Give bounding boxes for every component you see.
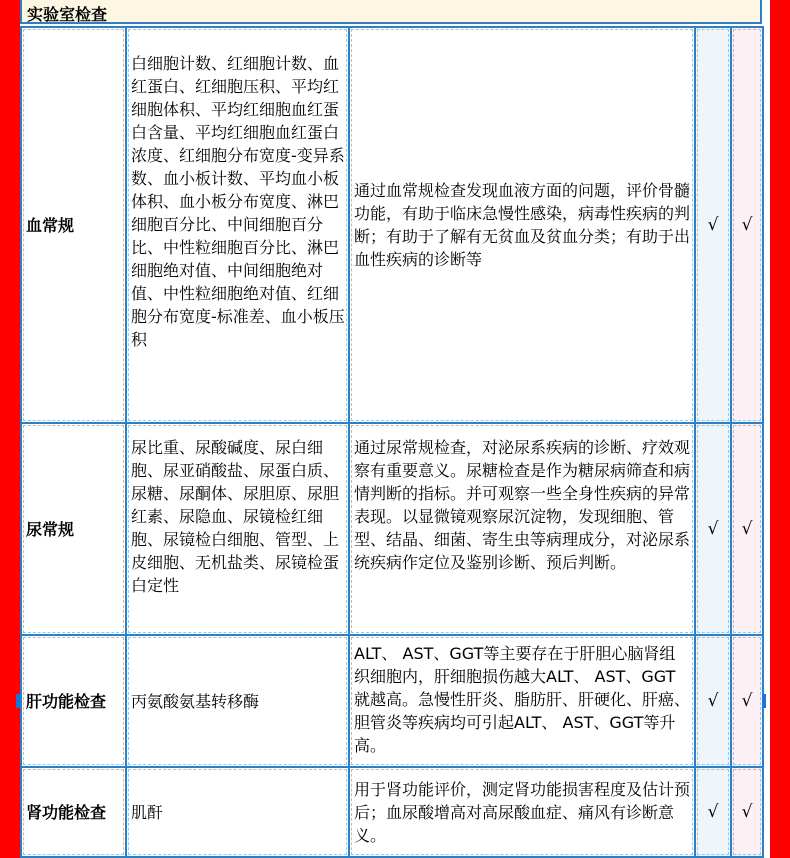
check-mark: √: [741, 518, 753, 539]
check-cell: [730, 634, 764, 768]
row-description-text: 通过血常规检查发现血液方面的问题，评价骨髓功能，有助于临床急慢性感染，病毒性疾病的判断；有助于了解有无贫血及贫血分类；有助于出血性疾病的诊断等: [354, 181, 691, 269]
check-mark: √: [741, 801, 753, 822]
check-cell: [694, 26, 732, 424]
table-row-name: [20, 766, 127, 858]
left-red-border: [0, 0, 20, 858]
check-cell: [730, 26, 764, 424]
check-mark: √: [707, 518, 719, 539]
row-name: 血常规: [26, 215, 75, 235]
row-items-text: 丙氨酸氨基转移酶: [131, 691, 260, 711]
row-name: 肝功能检查: [26, 691, 107, 711]
table-row-name: [20, 634, 127, 768]
exam-table: [20, 0, 766, 858]
check-mark: √: [707, 690, 719, 711]
table-row-name: [20, 422, 127, 636]
row-marker-right: [762, 694, 766, 708]
row-items: [125, 634, 350, 768]
section-title: 实验室检查: [27, 5, 108, 24]
check-cell: [694, 422, 732, 636]
check-mark: √: [707, 214, 719, 235]
check-cell: [730, 422, 764, 636]
check-cell: [694, 766, 732, 858]
row-items-text: 肌酐: [131, 802, 164, 822]
row-items: 白细胞计数、红细胞计数、血红蛋白、红细胞压积、平均红细胞体积、平均红细胞血红蛋白含量、平均红细胞血红蛋白浓度、红细胞分布宽度-变异系数、血小板计数、平均血小板体积、血小板分布宽度、淋巴细胞百分比、中间细胞百分比、中性粒细胞百分比、淋巴细胞绝对值、中间细胞绝对值、中性粒细胞绝对值、红细胞分布宽度-标准差、血小板压积: [125, 26, 350, 424]
section-header: [20, 0, 762, 24]
table-row-name: [20, 26, 127, 424]
right-red-border: [770, 0, 790, 858]
row-description: 用于肾功能评价，测定肾功能损害程度及估计预后；血尿酸增高对高尿酸血症、痛风有诊断意义。: [348, 766, 696, 858]
row-marker-left: [16, 694, 20, 708]
check-mark: √: [741, 214, 753, 235]
row-description: ALT、 AST、GGT等主要存在于肝胆心脑肾组织细胞内，肝细胞损伤越大ALT、 AST、GGT就越高。急慢性肝炎、脂肪肝、肝硬化、肝癌、胆管炎等疾病均可引起ALT、 AST、GGT等升高。: [348, 634, 696, 768]
row-items: [125, 766, 350, 858]
row-description: [348, 26, 696, 424]
check-mark: √: [741, 690, 753, 711]
check-cell: [694, 634, 732, 768]
row-description: 通过尿常规检查，对泌尿系疾病的诊断、疗效观察有重要意义。尿糖检查是作为糖尿病筛查和病情判断的指标。并可观察一些全身性疾病的异常表现。以显微镜观察尿沉淀物，发现细胞、管型、结晶、细菌、寄生虫等病理成分，对泌尿系统疾病作定位及鉴别诊断、预后判断。: [348, 422, 696, 636]
check-cell: [730, 766, 764, 858]
row-items: 尿比重、尿酸碱度、尿白细胞、尿亚硝酸盐、尿蛋白质、尿糖、尿酮体、尿胆原、尿胆红素、尿隐血、尿镜检红细胞、尿镜检白细胞、管型、上皮细胞、无机盐类、尿镜检蛋白定性: [125, 422, 350, 636]
row-name: 尿常规: [26, 519, 75, 539]
check-mark: √: [707, 801, 719, 822]
row-name: 肾功能检查: [26, 802, 107, 822]
